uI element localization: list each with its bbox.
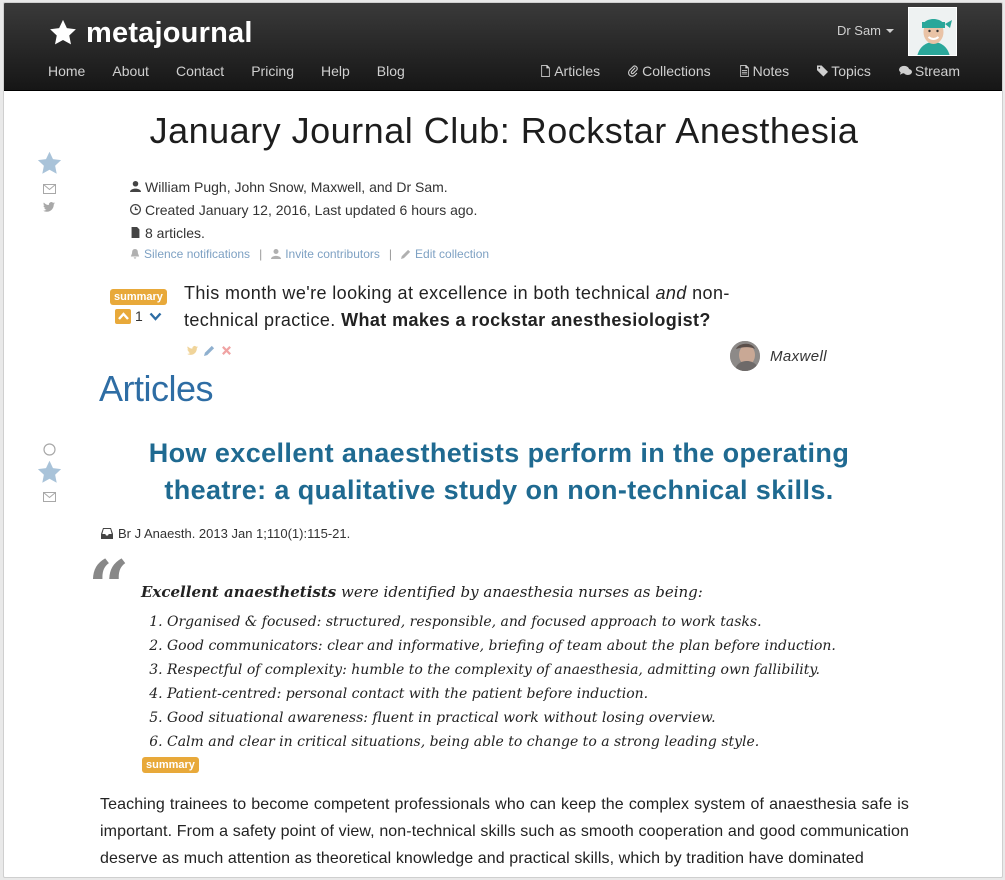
summary-badge: summary: [110, 289, 167, 305]
list-item: 6. Calm and clear in critical situations, being able to change to a strong leading style.: [167, 730, 921, 754]
separator: |: [259, 247, 263, 261]
author-avatar-image: [730, 341, 760, 371]
downvote-button[interactable]: [149, 312, 162, 321]
article-side-actions: [34, 443, 64, 502]
author-name: Maxwell: [770, 347, 827, 365]
user-name: Dr Sam: [836, 23, 881, 38]
nav-stream-label: Stream: [914, 63, 960, 79]
contributors-row: [130, 175, 477, 198]
collection-actions: [130, 247, 489, 261]
list-item: 1. Organised & focused: structured, responsible, and focused approach to work tasks.: [167, 610, 921, 634]
invite-label: Invite contributors: [285, 247, 380, 261]
email-icon[interactable]: [43, 184, 56, 194]
article-title[interactable]: How excellent anaesthetists perform in the operating theatre: a qualitative study on non-technical skills.: [148, 438, 850, 505]
list-item: 4. Patient-centred: personal contact with the patient before induction.: [167, 682, 921, 706]
nav-topics[interactable]: [817, 63, 871, 79]
nav-notes[interactable]: [739, 63, 790, 79]
invite-contributors-link[interactable]: [271, 247, 380, 261]
pencil-icon: [401, 249, 411, 259]
nav-articles[interactable]: [540, 63, 600, 79]
tag-icon: [817, 65, 828, 77]
comments-icon: [899, 65, 912, 77]
quote-summary-badge[interactable]: summary: [142, 757, 199, 773]
nav-home[interactable]: Home: [48, 63, 86, 79]
summary-text-bold: What makes a rockstar anesthesiologist?: [341, 310, 711, 330]
twitter-icon[interactable]: [43, 202, 55, 212]
summary-author[interactable]: [730, 341, 827, 371]
edit-label: Edit collection: [415, 247, 490, 261]
browser-page: [3, 2, 1003, 878]
section-nav: [512, 63, 960, 79]
caret-down-icon: [886, 29, 894, 33]
inbox-icon: [101, 528, 113, 539]
silence-label: Silence notifications: [144, 247, 251, 261]
chevron-up-icon: [118, 312, 129, 320]
list-item: 5. Good situational awareness: fluent in practical work without losing overview.: [167, 706, 921, 730]
nav-about[interactable]: About: [112, 63, 149, 79]
summary-vote: [110, 287, 174, 324]
separator: |: [388, 247, 393, 261]
user-icon: [271, 249, 281, 259]
quote-lead-bold: Excellent anaesthetists: [141, 583, 337, 601]
edit-collection-link[interactable]: [401, 247, 489, 261]
list-item: 2. Good communicators: clear and informative, briefing of team about the plan before induction.: [167, 634, 921, 658]
main-nav: [48, 63, 432, 79]
created-row: [130, 198, 477, 221]
nav-help[interactable]: Help: [321, 63, 350, 79]
bell-icon: [130, 249, 140, 259]
collection-meta: [130, 175, 477, 244]
read-status-circle-icon[interactable]: [43, 443, 56, 456]
brand-logo[interactable]: [48, 13, 253, 53]
articles-count: 8 articles.: [145, 224, 205, 241]
articles-heading: Articles: [99, 368, 214, 409]
created-text: Created January 12, 2016, Last updated 6 hours ago.: [145, 201, 478, 218]
user-avatar[interactable]: [908, 7, 957, 56]
close-icon[interactable]: [221, 345, 232, 356]
user-menu[interactable]: [837, 23, 894, 38]
silence-notifications-link[interactable]: [130, 247, 250, 261]
vote-count: 1: [135, 308, 143, 324]
nav-pricing[interactable]: Pricing: [251, 63, 294, 79]
paperclip-icon: [628, 65, 639, 77]
user-icon: [130, 181, 141, 192]
article-citation: [101, 526, 350, 541]
quote-lead: [141, 583, 921, 601]
top-navbar: [4, 3, 1003, 91]
note-icon: [739, 65, 750, 77]
citation-text: Br J Anaesth. 2013 Jan 1;110(1):115-21.: [118, 526, 351, 541]
nav-collections[interactable]: [628, 63, 710, 79]
user-avatar-image: [909, 8, 957, 56]
nav-stream[interactable]: [899, 63, 960, 79]
nav-articles-label: Articles: [554, 63, 601, 79]
pencil-icon[interactable]: [204, 345, 215, 356]
contributors: William Pugh, John Snow, Maxwell, and Dr Sam.: [145, 178, 448, 195]
collection-title: January Journal Club: Rockstar Anesthesia: [149, 110, 859, 151]
upvote-button[interactable]: [115, 309, 131, 324]
quote-list: [141, 610, 921, 754]
summary-text-part: This month we're looking at excellence in both technical: [184, 283, 656, 303]
file-icon: [130, 227, 141, 238]
file-icon: [540, 65, 551, 77]
article-quote: [141, 583, 921, 771]
nav-topics-label: Topics: [831, 63, 871, 79]
summary-actions: [187, 345, 232, 356]
nav-blog[interactable]: Blog: [376, 63, 405, 79]
favorite-star-icon[interactable]: [36, 459, 63, 486]
quote-mark-icon: “: [88, 544, 130, 629]
favorite-star-icon[interactable]: [36, 150, 63, 177]
star-icon: [48, 18, 78, 48]
twitter-icon[interactable]: [187, 345, 198, 356]
nav-notes-label: Notes: [752, 63, 790, 79]
list-item: 3. Respectful of complexity: humble to the complexity of anaesthesia, admitting own fallibility.: [167, 658, 921, 682]
vote-controls: [115, 308, 174, 324]
clock-icon: [130, 204, 141, 215]
nav-collections-label: Collections: [642, 63, 711, 79]
quote-lead-rest: were identified by anaesthesia nurses as being:: [336, 583, 703, 601]
nav-contact[interactable]: Contact: [175, 63, 225, 79]
author-avatar: [730, 341, 760, 371]
summary-text-part: non-technical practice.: [184, 283, 730, 330]
email-icon[interactable]: [43, 492, 56, 502]
collection-summary: [184, 280, 784, 334]
summary-text-emphasis: and: [655, 283, 687, 303]
brand-name: metajournal: [86, 16, 253, 49]
article-body: Teaching trainees to become competent professionals who can keep the complex system of anaesthesia safe is important. From a safety point of view, non-technical skills such as smooth cooperation and good communication deserve as much attention as theoretical knowledge and practical skills, which by tradition have dominated: [100, 796, 909, 867]
articles-count-row: [130, 221, 477, 244]
collection-side-actions: [34, 150, 64, 212]
